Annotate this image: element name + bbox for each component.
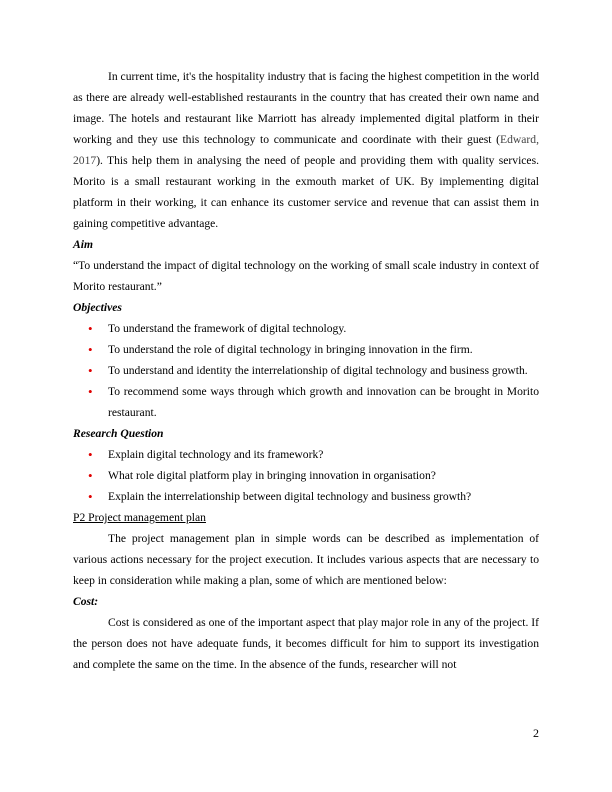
- bullet-icon: •: [88, 489, 93, 504]
- objectives-list: [73, 318, 539, 423]
- list-item: • To recommend some ways through which growth and innovation can be brought in Morito restaurant.: [73, 381, 539, 423]
- intro-citation: Edward, 2017: [73, 133, 539, 167]
- project-plan-text: The project management plan in simple words can be described as implementation of various actions necessary for the project execution. It includes various aspects that are necessary to keep in consideration while making a plan, some of which are mentioned below:: [73, 532, 539, 587]
- bullet-icon: •: [88, 342, 93, 357]
- intro-text-2: ). This help them in analysing the need of people and providing them with quality services. Morito is a small restaurant working in the exmouth market of UK. By implementing digital platform in their working, it can enhance its customer service and revenue that can assist them in gaining competitive advantage.: [73, 154, 539, 230]
- project-plan-heading: P2 Project management plan: [73, 511, 206, 524]
- bullet-icon: •: [88, 363, 93, 378]
- bullet-icon: •: [88, 321, 93, 336]
- objectives-heading: Objectives: [73, 301, 122, 314]
- list-item: • To understand the role of digital technology in bringing innovation in the firm.: [73, 339, 539, 360]
- aim-heading: Aim: [73, 238, 93, 251]
- research-question-list: [73, 444, 539, 507]
- bullet-icon: •: [88, 384, 93, 399]
- aim-text: “To understand the impact of digital technology on the working of small scale industry in context of Morito restaurant.”: [73, 259, 539, 293]
- cost-heading: Cost:: [73, 595, 99, 608]
- bullet-icon: •: [88, 447, 93, 462]
- bullet-icon: •: [88, 468, 93, 483]
- list-item: • To understand the framework of digital technology.: [73, 318, 539, 339]
- list-item: • To understand and identity the interrelationship of digital technology and business growth.: [73, 360, 539, 381]
- cost-text: Cost is considered as one of the important aspect that play major role in any of the project. If the person does not have adequate funds, it becomes difficult for him to support its investigation and complete the same on the time. In the absence of the funds, researcher will not: [73, 616, 539, 671]
- intro-text-1: In current time, it's the hospitality industry that is facing the highest competition in the world as there are already well-established restaurants in the country that has created their own name and image. The hotels and restaurant like Marriott has already implemented digital platform in their working and they use this technology to communicate and coordinate with their guest (: [73, 70, 539, 146]
- research-question-heading: Research Question: [73, 427, 164, 440]
- list-item: • Explain digital technology and its framework?: [73, 444, 539, 465]
- intro-paragraph: [73, 66, 539, 234]
- page-number: 2: [533, 726, 539, 740]
- list-item: • What role digital platform play in bringing innovation in organisation?: [73, 465, 539, 486]
- document-body: [73, 66, 539, 675]
- list-item: • Explain the interrelationship between digital technology and business growth?: [73, 486, 539, 507]
